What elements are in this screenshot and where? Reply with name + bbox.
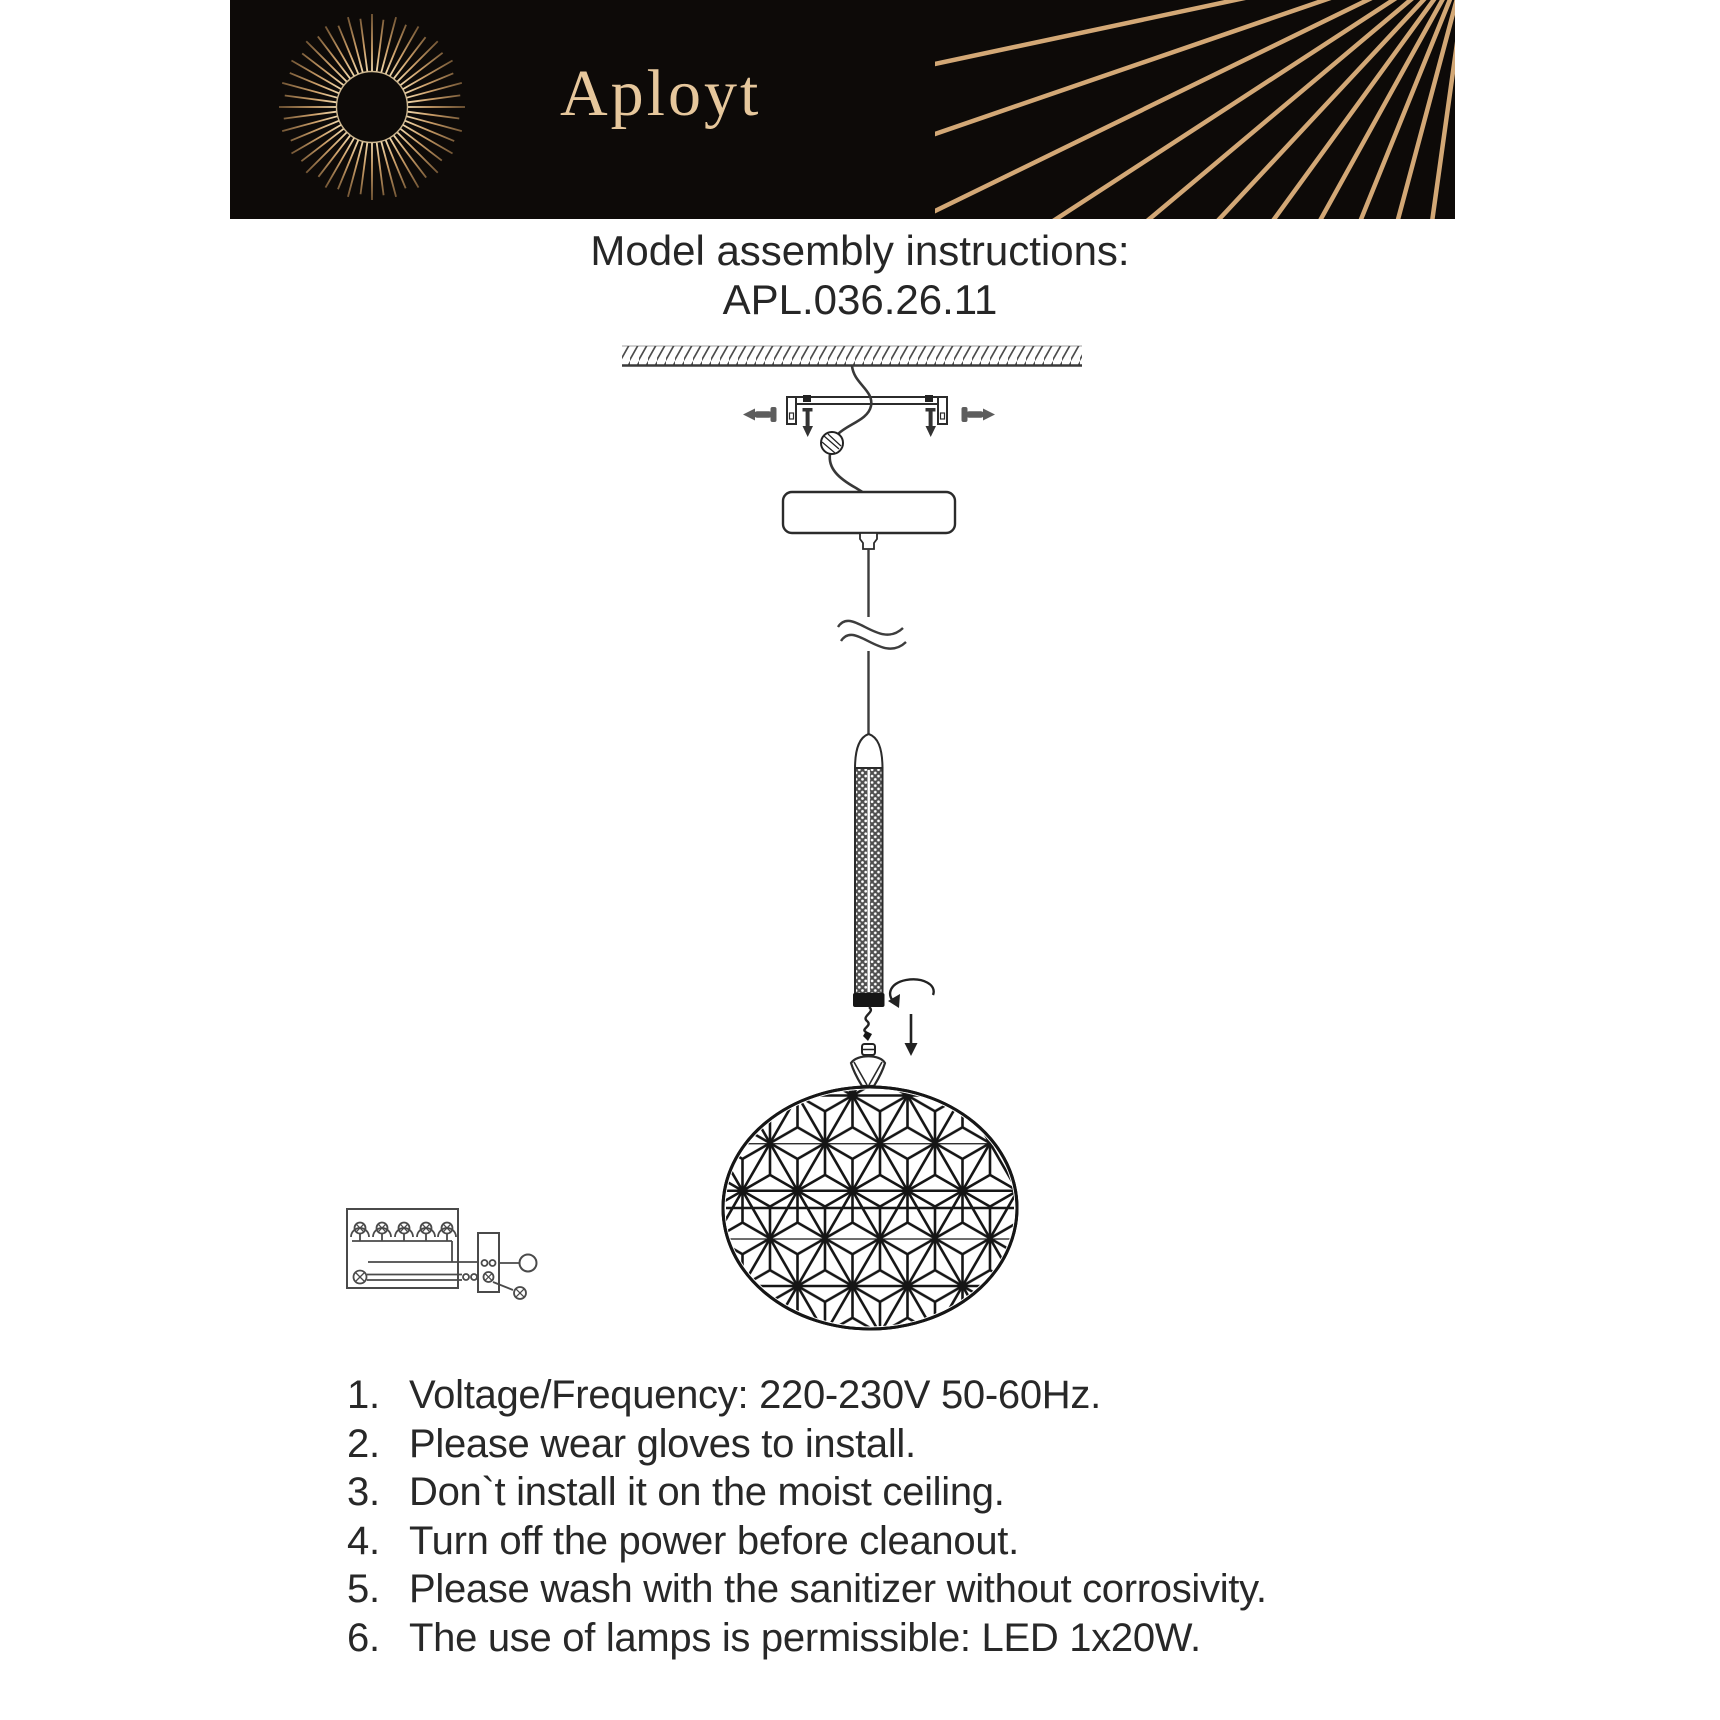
cable-break-symbol [838, 621, 903, 635]
screw-left-icon [743, 407, 777, 422]
list-item [347, 1614, 1267, 1663]
crystal-sphere-shade [723, 1087, 1017, 1329]
bracket-screw-down-right [926, 408, 937, 437]
down-arrow-icon [905, 1014, 918, 1056]
item-number: 1. [347, 1373, 380, 1417]
item-text: Please wash with the sanitizer without corrosivity. [409, 1567, 1267, 1611]
list-item [347, 1517, 1267, 1566]
brand-name: Aployt [560, 57, 762, 130]
cone-holder [851, 1056, 885, 1086]
page-title: Model assembly instructions: [590, 227, 1130, 274]
wiring-schematic [347, 1209, 537, 1299]
item-text: The use of lamps is permissible: LED 1x20W. [409, 1615, 1201, 1660]
model-code: APL.036.26.11 [722, 276, 998, 323]
item-number: 3. [347, 1470, 380, 1514]
item-text: Turn off the power before cleanout. [409, 1518, 1019, 1563]
rod-end-cap [853, 993, 885, 1007]
wire-twist-connector [821, 432, 843, 454]
item-text: Don`t install it on the moist ceiling. [409, 1470, 1005, 1514]
rotation-arrow-icon [888, 979, 934, 1008]
rod-connector [862, 1007, 875, 1061]
item-number: 6. [347, 1615, 380, 1660]
item-text: Please wear gloves to install. [409, 1421, 916, 1466]
item-text: Voltage/Frequency: 220-230V 50-60Hz. [409, 1373, 1101, 1417]
item-number: 5. [347, 1567, 380, 1611]
canopy [783, 492, 955, 549]
list-item [347, 1420, 1267, 1469]
list-item [347, 1371, 1267, 1420]
bracket-screw-down-left [803, 408, 814, 437]
list-item [347, 1565, 1267, 1614]
ceiling [622, 346, 1082, 366]
instruction-list [347, 1371, 1267, 1662]
item-number: 4. [347, 1518, 380, 1563]
screw-right-icon [962, 407, 996, 422]
crystal-rod [853, 734, 885, 1007]
cord-grip [860, 533, 877, 549]
list-item [347, 1468, 1267, 1517]
suspension-cable [838, 549, 906, 734]
item-number: 2. [347, 1421, 380, 1466]
lamp-symbol [520, 1255, 537, 1272]
supply-wire [830, 366, 872, 493]
